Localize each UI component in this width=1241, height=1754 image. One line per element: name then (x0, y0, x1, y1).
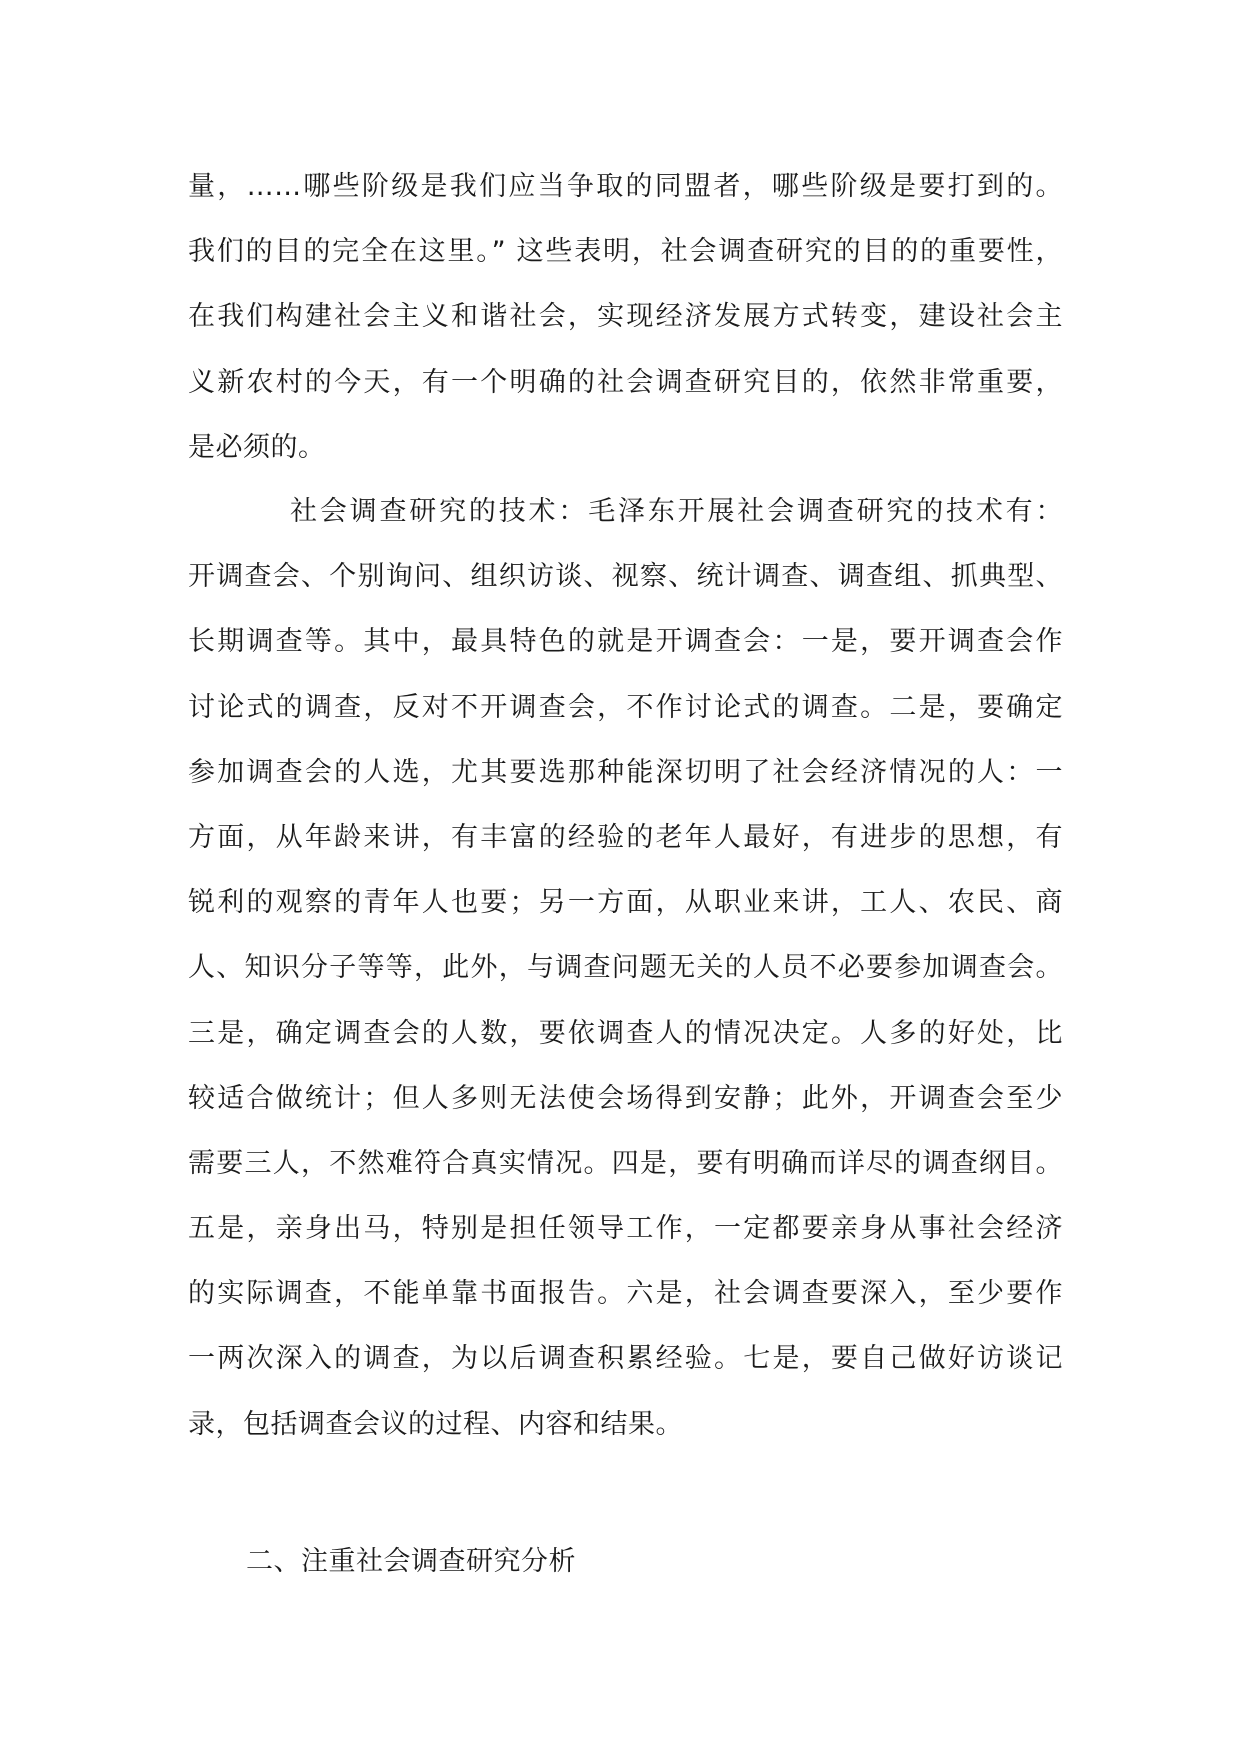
paragraph-line: 较适合做统计；但人多则无法使会场得到安静；此外，开调查会至少 (188, 1082, 1063, 1114)
paragraph-line: 一两次深入的调查，为以后调查积累经验。七是，要自己做好访谈记 (188, 1343, 1063, 1375)
paragraph-techniques (188, 479, 1063, 1457)
paragraph-line: 五是，亲身出马，特别是担任领导工作，一定都要亲身从事社会经济 (188, 1213, 1063, 1245)
paragraph-line: 义新农村的今天，有一个明确的社会调查研究目的，依然非常重要， (188, 366, 1063, 398)
paragraph-line: 开调查会、个别询问、组织访谈、视察、统计调查、调查组、抓典型、 (188, 561, 1063, 593)
paragraph-line: 讨论式的调查，反对不开调查会，不作讨论式的调查。二是，要确定 (188, 691, 1063, 723)
paragraph-line: 参加调查会的人选，尤其要选那种能深切明了社会经济情况的人：一 (188, 756, 1063, 788)
paragraph-line: 长期调查等。其中，最具特色的就是开调查会：一是，要开调查会作 (188, 626, 1063, 658)
paragraph-line: 社会调查研究的技术：毛泽东开展社会调查研究的技术有： (290, 496, 1063, 527)
paragraph-line: 方面，从年龄来讲，有丰富的经验的老年人最好，有进步的思想，有 (188, 821, 1063, 853)
paragraph-line: 锐利的观察的青年人也要；另一方面，从职业来讲，工人、农民、商 (188, 887, 1063, 919)
paragraph-line: 需要三人，不然难符合真实情况。四是，要有明确而详尽的调查纲目。 (188, 1147, 1063, 1179)
paragraph-line: 三是，确定调查会的人数，要依调查人的情况决定。人多的好处，比 (188, 1017, 1063, 1049)
paragraph-line: 我们的目的完全在这里。” 这些表明，社会调查研究的目的的重要性， (188, 236, 1063, 268)
section-heading: 二、注重社会调查研究分析 (246, 1546, 576, 1577)
paragraph-line: 在我们构建社会主义和谐社会，实现经济发展方式转变，建设社会主 (188, 301, 1063, 333)
paragraph-line: 量，……哪些阶级是我们应当争取的同盟者，哪些阶级是要打到的。 (188, 171, 1063, 202)
paragraph-line: 是必须的。 (188, 431, 326, 463)
paragraph-line: 人、知识分子等等，此外，与调查问题无关的人员不必要参加调查会。 (188, 952, 1063, 984)
paragraph-line: 录，包括调查会议的过程、内容和结果。 (188, 1408, 683, 1440)
paragraph-purpose (188, 154, 1063, 480)
paragraph-line: 的实际调查，不能单靠书面报告。六是，社会调查要深入，至少要作 (188, 1278, 1063, 1310)
